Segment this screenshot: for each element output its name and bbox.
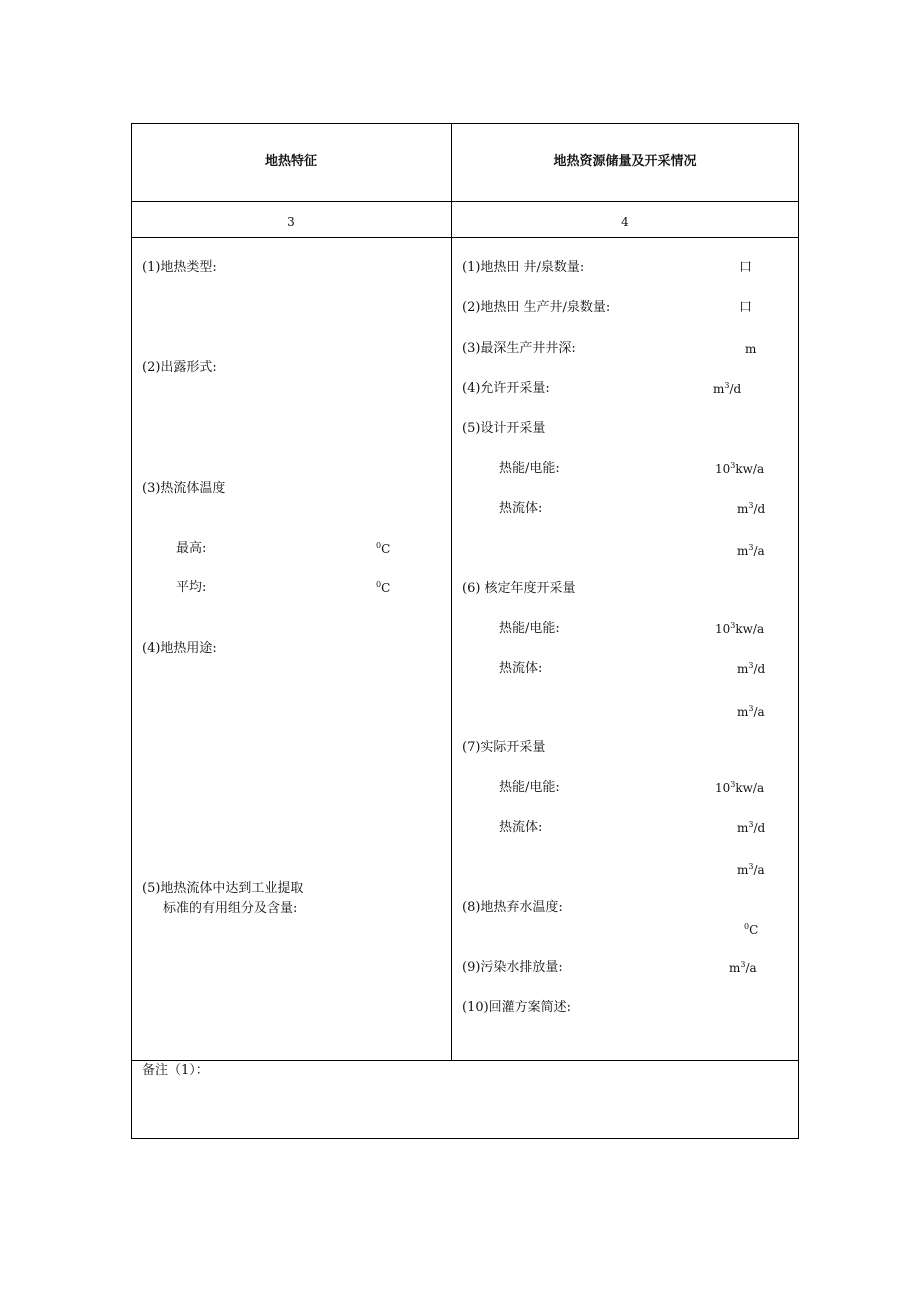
- col4-number: 4: [621, 215, 629, 229]
- approved-fluid-label: 热流体:: [499, 661, 543, 676]
- remarks-label: 备注（1）：: [142, 1063, 209, 1078]
- design-energy-label: 热能/电能:: [499, 461, 560, 476]
- design-extraction-label: (5)设计开采量: [462, 421, 546, 436]
- design-energy-unit: $10^3kw/a$: [715, 461, 765, 476]
- approved-extraction-label: (6) 核定年度开采量: [462, 581, 576, 596]
- useful-components-label-line1: (5)地热流体中达到工业提取: [142, 881, 304, 896]
- avg-temp-unit: $^0$C: [376, 580, 391, 595]
- actual-fluid-unit-year: $m^3/a$: [737, 862, 765, 877]
- approved-energy-label: 热能/电能:: [499, 621, 560, 636]
- approved-energy-unit: $10^3kw/a$: [715, 621, 765, 636]
- allowed-extraction-label: (4)允许开采量:: [462, 381, 550, 396]
- actual-fluid-label: 热流体:: [499, 820, 543, 835]
- approved-fluid-unit-day: $m^3/d$: [737, 661, 766, 676]
- geothermal-type-label: (1)地热类型:: [142, 260, 217, 275]
- wells-count-unit: 口: [739, 260, 753, 275]
- useful-components-label-line2: 标准的有用组分及含量:: [163, 901, 298, 916]
- actual-energy-label: 热能/电能:: [499, 780, 560, 795]
- allowed-extraction-unit: $m^3/d$: [713, 381, 742, 396]
- col4-title: 地热资源储量及开采情况: [553, 154, 697, 169]
- table-rule: [131, 237, 799, 238]
- deepest-well-unit: m: [745, 342, 757, 356]
- col3-number: 3: [287, 215, 295, 229]
- design-fluid-label: 热流体:: [499, 501, 543, 516]
- wells-count-label: (1)地热田 井/泉数量:: [462, 260, 585, 275]
- outcrop-form-label: (2)出露形式:: [142, 360, 217, 375]
- col3-title: 地热特征: [264, 154, 317, 169]
- max-temp-label: 最高:: [176, 541, 207, 556]
- geothermal-use-label: (4)地热用途:: [142, 641, 217, 656]
- actual-fluid-unit-day: $m^3/d$: [737, 820, 766, 835]
- design-fluid-unit-year: $m^3/a$: [737, 543, 765, 558]
- production-wells-label: (2)地热田 生产井/泉数量:: [462, 300, 611, 315]
- table-rule: [131, 201, 799, 202]
- fluid-temp-label: (3)热流体温度: [142, 481, 226, 496]
- column-divider: [451, 123, 452, 1061]
- actual-energy-unit: $10^3kw/a$: [715, 780, 765, 795]
- max-temp-unit: $^0$C: [376, 541, 391, 556]
- waste-water-temp-label: (8)地热弃水温度:: [462, 900, 563, 915]
- reinjection-plan-label: (10)回灌方案简述:: [462, 1000, 572, 1015]
- avg-temp-label: 平均:: [176, 580, 207, 595]
- approved-fluid-unit-year: $m^3/a$: [737, 704, 765, 719]
- deepest-well-label: (3)最深生产井井深:: [462, 341, 576, 356]
- design-fluid-unit-day: $m^3/d$: [737, 501, 766, 516]
- waste-water-temp-unit: $^0$C: [744, 922, 759, 937]
- table-rule: [131, 1060, 799, 1061]
- production-wells-unit: 口: [739, 300, 753, 315]
- pollution-discharge-label: (9)污染水排放量:: [462, 960, 563, 975]
- actual-extraction-label: (7)实际开采量: [462, 740, 546, 755]
- pollution-discharge-unit: $m^3/a$: [729, 960, 757, 975]
